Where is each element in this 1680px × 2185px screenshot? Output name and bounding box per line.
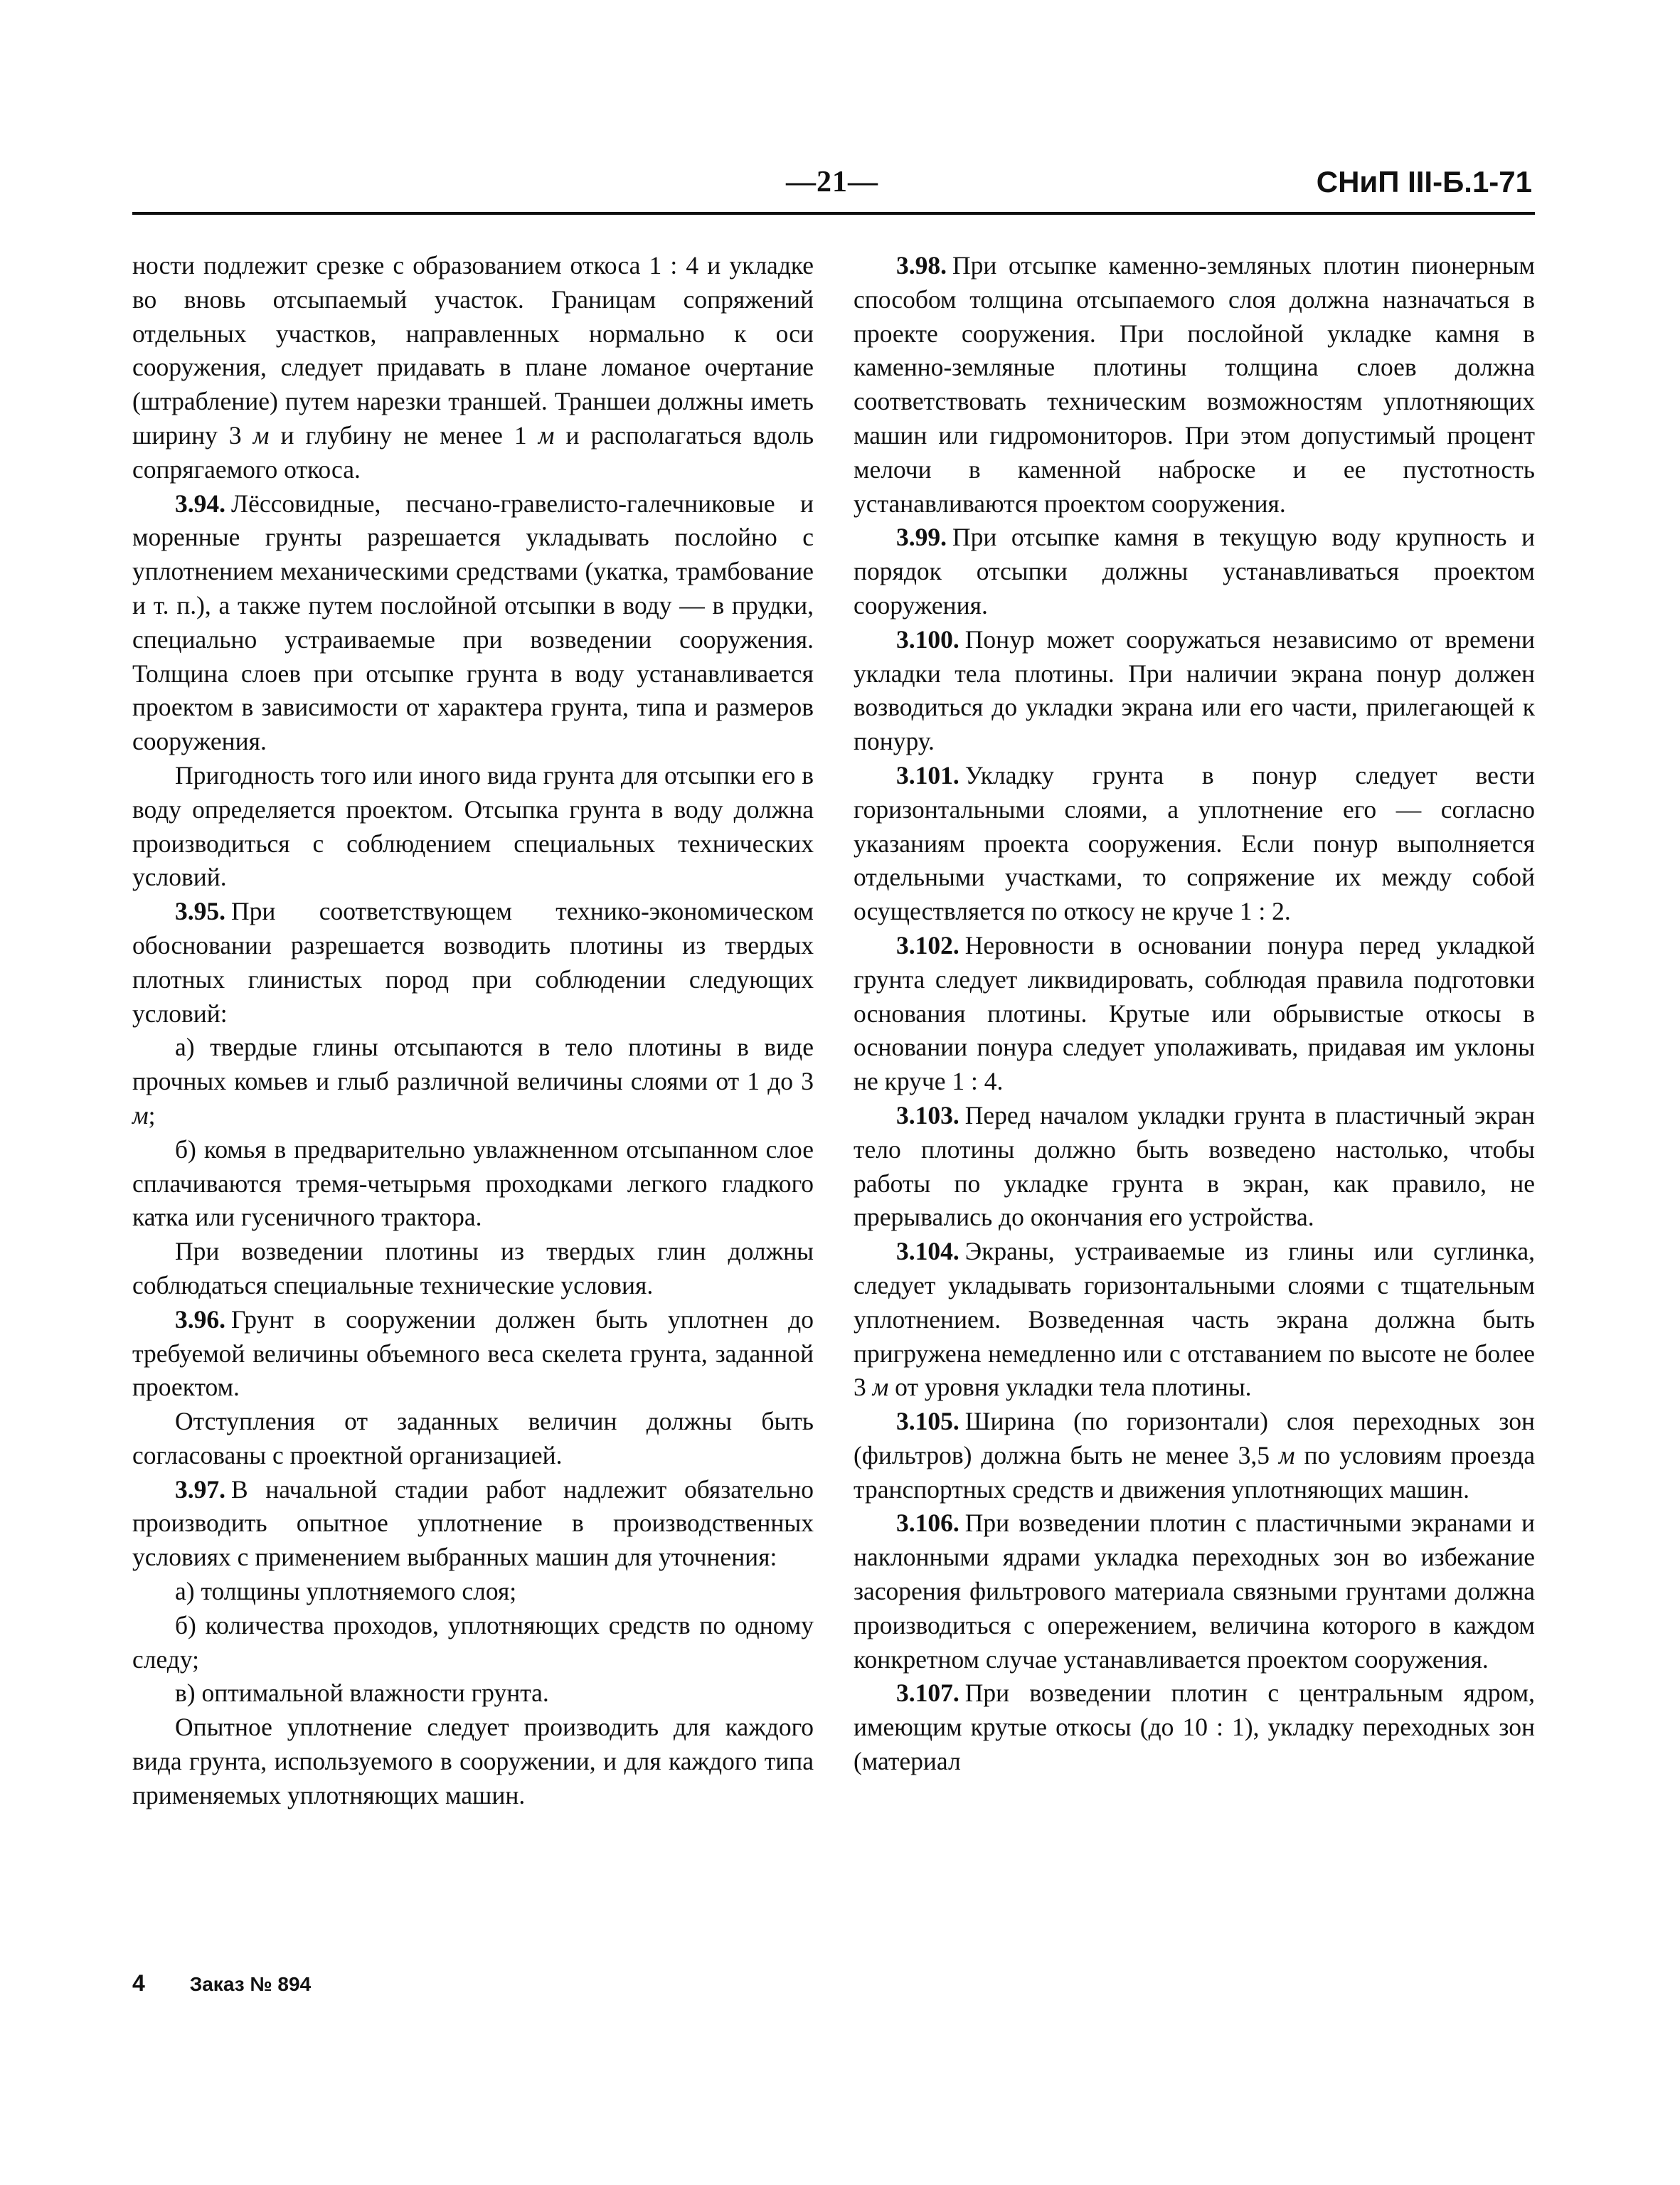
paragraph-3-94: 3.94. Лёссовидные, песчано-гравелисто-галечниковые и моренные грунты разрешается укладывать послойно с уплотнением механическими средствами (укатка, трамбование и т. п.), а также путем послойной отсыпки в воду — в прудки, специально устраиваемые при возведении сооружения. Толщина слоев при отсыпке грунта в воду устанавливается проектом в зависимости от характера грунта, типа и размеров сооружения. — [132, 489, 814, 756]
paragraph-3-105: 3.105. Ширина (по горизонтали) слоя переходных зон (фильтров) должна быть не менее 3,5 м по условиям проезда транспортных средств и движения уплотняющих машин. — [854, 1407, 1535, 1504]
paragraph-3-97: 3.97. В начальной стадии работ надлежит обязательно производить опытное уплотнение в производственных условиях с применением выбранных машин для уточнения: — [132, 1474, 814, 1572]
paragraph-3-102: 3.102. Неровности в основании понура перед укладкой грунта следует ликвидировать, соблюдая правила подготовки основания плотины. Крутые или обрывистые откосы в основании понура следует уполаживать, придавая им уклоны не круче 1 : 4. — [854, 930, 1535, 1096]
footer — [132, 1970, 311, 1997]
paragraph-3-96-b: Отступления от заданных величин должны быть согласованы с проектной организацией. — [132, 1407, 814, 1469]
order-signature: Заказ № 894 — [189, 1973, 312, 1995]
clause-number: 3.105. — [896, 1407, 959, 1436]
paragraph-3-95-c: При возведении плотины из твердых глин должны соблюдаться специальные технические условия. — [132, 1237, 814, 1299]
paragraph-3-95-a: а) твердые глины отсыпаются в тело плотины в виде прочных комьев и глыб различной величины слоями от 1 до 3 м; — [132, 1033, 814, 1129]
paragraph-3-100: 3.100. Понур может сооружаться независимо от времени укладки тела плотины. При наличии экрана понур должен возводиться до укладки экрана или его части, прилегающей к понуру. — [854, 624, 1535, 756]
paragraph-3-97-d: Опытное уплотнение следует производить для каждого вида грунта, используемого в сооружении, и для каждого типа применяемых уплотняющих машин. — [132, 1713, 814, 1809]
paragraph-3-94-b: Пригодность того или иного вида грунта для отсыпки его в воду определяется проектом. Отсыпка грунта в воду должна производиться с соблюдением специальных технических условий. — [132, 760, 814, 892]
paragraph-3-97-c: в) оптимальной влажности грунта. — [175, 1679, 549, 1708]
paragraph-3-104: 3.104. Экраны, устраиваемые из глины или суглинка, следует укладывать горизонтальными слоями с тщательным уплотнением. Возведенная часть экрана должна быть пригружена немедленно или с отставанием по высоте не более 3 м от уровня укладки тела плотины. — [854, 1237, 1535, 1402]
paragraph-3-101: 3.101. Укладку грунта в понур следует вести горизонтальными слоями, а уплотнение его — согласно указаниям проекта сооружения. Если понур выполняется отдельными участками, то сопряжение их между собой осуществляется по откосу не круче 1 : 2. — [854, 760, 1535, 926]
clause-number: 3.99. — [896, 523, 947, 552]
clause-number: 3.102. — [896, 930, 959, 959]
page-number: —21— — [786, 166, 878, 198]
paragraph-3-107: 3.107. При возведении плотин с центральным ядром, имеющим крутые откосы (до 10 : 1), укладку переходных зон (материал — [854, 1679, 1535, 1776]
header-rule — [132, 212, 1535, 215]
right-column — [854, 249, 1535, 1779]
clause-number: 3.107. — [896, 1679, 959, 1708]
paragraph-3-106: 3.106. При возведении плотин с пластичными экранами и наклонными ядрами укладка переходных зон во избежание засорения фильтрового материала связными грунтами должна производиться с опережением, величина которого в каждом конкретном случае устанавливается проектом сооружения. — [854, 1509, 1535, 1674]
clause-number: 3.97. — [175, 1474, 225, 1504]
left-column — [132, 249, 814, 1813]
clause-number: 3.96. — [175, 1304, 225, 1334]
clause-number: 3.94. — [175, 489, 225, 518]
paragraph-3-95: 3.95. При соответствующем технико-экономическом обосновании разрешается возводить плотины из твердых плотных глинистых пород при соблюдении следующих условий: — [132, 897, 814, 1028]
paragraph-3-98: 3.98. При отсыпке каменно-земляных плотин пионерным способом толщина отсыпаемого слоя должна назначаться в проекте сооружения. При послойной укладке камня в каменно-земляные плотины толщина слоев должна соответствовать техническим возможностям уплотняющих машин или гидромониторов. При этом допустимый процент мелочи в каменной наброске и ее пустотность устанавливаются проектом сооружения. — [854, 251, 1535, 518]
paragraph-3-99: 3.99. При отсыпке камня в текущую воду крупность и порядок отсыпки должны устанавливаться проектом сооружения. — [854, 523, 1535, 620]
sheet-number: 4 — [132, 1970, 145, 1996]
paragraph-3-103: 3.103. Перед началом укладки грунта в пластичный экран тело плотины должно быть возведено настолько, чтобы работы по укладке грунта в экран, как правило, не прерывались до окончания его устройства. — [854, 1100, 1535, 1232]
paragraph-continuation: ности подлежит срезке с образованием откоса 1 : 4 и укладке во вновь отсыпаемый участок. Границам сопряжений отдельных участков, направленных нормально к оси сооружения, следует придавать в плане ломаное очертание (штрабление) путем нарезки траншей. Траншеи должны иметь ширину 3 м и глубину не менее 1 м и располагаться вдоль сопрягаемого откоса. — [132, 251, 814, 484]
paragraph-3-97-b: б) количества проходов, уплотняющих средств по одному следу; — [132, 1610, 814, 1674]
clause-number: 3.106. — [896, 1509, 959, 1538]
clause-number: 3.101. — [896, 760, 959, 790]
paragraph-3-97-a: а) толщины уплотняемого слоя; — [175, 1577, 517, 1606]
document-code: СНиП III-Б.1-71 — [1316, 165, 1532, 198]
paragraph-3-96: 3.96. Грунт в сооружении должен быть уплотнен до требуемой величины объемного веса скелета грунта, заданной проектом. — [132, 1304, 814, 1402]
clause-number: 3.98. — [896, 251, 947, 280]
clause-number: 3.100. — [896, 624, 959, 654]
paragraph-3-95-b: б) комья в предварительно увлажненном отсыпанном слое сплачиваются тремя-четырьмя проходками легкого гладкого катка или гусеничного трактора. — [132, 1134, 814, 1232]
clause-number: 3.103. — [896, 1100, 959, 1129]
clause-number: 3.95. — [175, 897, 225, 926]
clause-number: 3.104. — [896, 1237, 959, 1266]
